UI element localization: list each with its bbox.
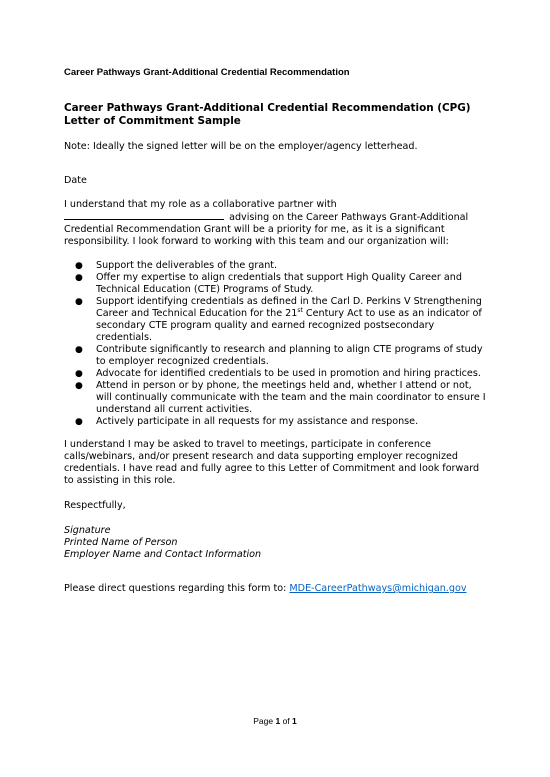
- letter-title: [64, 102, 488, 128]
- letter-title-line2: Letter of Commitment Sample: [64, 115, 241, 127]
- contact-email-link[interactable]: MDE-CareerPathways@michigan.gov: [289, 583, 467, 594]
- printed-name-line: Printed Name of Person: [64, 537, 178, 548]
- page-total: 1: [292, 716, 297, 726]
- list-item-text-tail: Century Act to use as an indicator of secondary CTE program quality and earned recognized postsecondary credentials.: [96, 308, 482, 343]
- bullet-icon: ●: [75, 273, 83, 283]
- bullet-icon: ●: [75, 345, 83, 355]
- list-item-text: Support the deliverables of the grant.: [96, 260, 278, 271]
- of-word: of: [280, 716, 293, 726]
- signature-block: [64, 525, 488, 561]
- partner-name-blank: [64, 211, 224, 220]
- valediction: Respectfully,: [64, 500, 126, 511]
- questions-line: [64, 583, 488, 595]
- bullet-icon: ●: [75, 381, 83, 391]
- signature-line: Signature: [64, 525, 111, 536]
- list-item-text: Actively participate in all requests for my assistance and response.: [96, 416, 419, 427]
- list-item-text: Offer my expertise to align credentials that support High Quality Career and Technical Education (CTE) Programs of Study.: [96, 272, 462, 295]
- running-header: Career Pathways Grant-Additional Credential Recommendation: [64, 67, 350, 78]
- ordinal-suffix: st: [297, 306, 303, 314]
- questions-text: Please direct questions regarding this form to:: [64, 583, 290, 594]
- list-item: [64, 368, 488, 380]
- list-item: [64, 272, 488, 296]
- list-item: [64, 260, 488, 272]
- list-item: [64, 344, 488, 368]
- letter-body: [64, 102, 488, 595]
- letter-title-line1: Career Pathways Grant-Additional Credential Recommendation (CPG): [64, 102, 471, 114]
- bullet-icon: ●: [75, 297, 83, 307]
- intro-line1: I understand that my role as a collaborative partner with: [64, 199, 337, 210]
- employer-info-line: Employer Name and Contact Information: [64, 549, 262, 560]
- page-current: 1: [275, 716, 281, 726]
- page-word: Page: [253, 716, 276, 726]
- bullet-icon: ●: [75, 417, 83, 427]
- date-label: Date: [64, 175, 87, 186]
- list-item: [64, 416, 488, 428]
- list-item-text: Contribute significantly to research and planning to align CTE programs of study to employer recognized credentials.: [96, 344, 483, 367]
- letterhead-note: Note: Ideally the signed letter will be on the employer/agency letterhead.: [64, 141, 418, 152]
- list-item: [64, 296, 488, 344]
- bullet-icon: ●: [75, 369, 83, 379]
- page-footer: [0, 716, 550, 726]
- intro-rest: advising on the Career Pathways Grant-Additional Credential Recommendation Grant will be a priority for me, as it is a significant responsibility. I look forward to working with this team and our organization will:: [64, 212, 469, 247]
- list-item-text: Advocate for identified credentials to be used in promotion and hiring practices.: [96, 368, 481, 379]
- closing-paragraph: I understand I may be asked to travel to meetings, participate in conference calls/webinars, and/or present research and data supporting employer recognized credentials. I have read and fully agree to this Letter of Commitment and look forward to assisting in this role.: [64, 439, 480, 486]
- list-item-text: Attend in person or by phone, the meetings held and, whether I attend or not, will continually communicate with the team and the main coordinator to ensure I understand all current activities.: [96, 380, 486, 415]
- list-item: [64, 380, 488, 416]
- bullet-icon: ●: [75, 261, 83, 271]
- commitment-list: [64, 260, 488, 428]
- intro-paragraph: [64, 199, 488, 248]
- list-item-text: Support identifying credentials as defined in the Carl D. Perkins V Strengthening Career and Technical Education for the 21: [96, 296, 482, 319]
